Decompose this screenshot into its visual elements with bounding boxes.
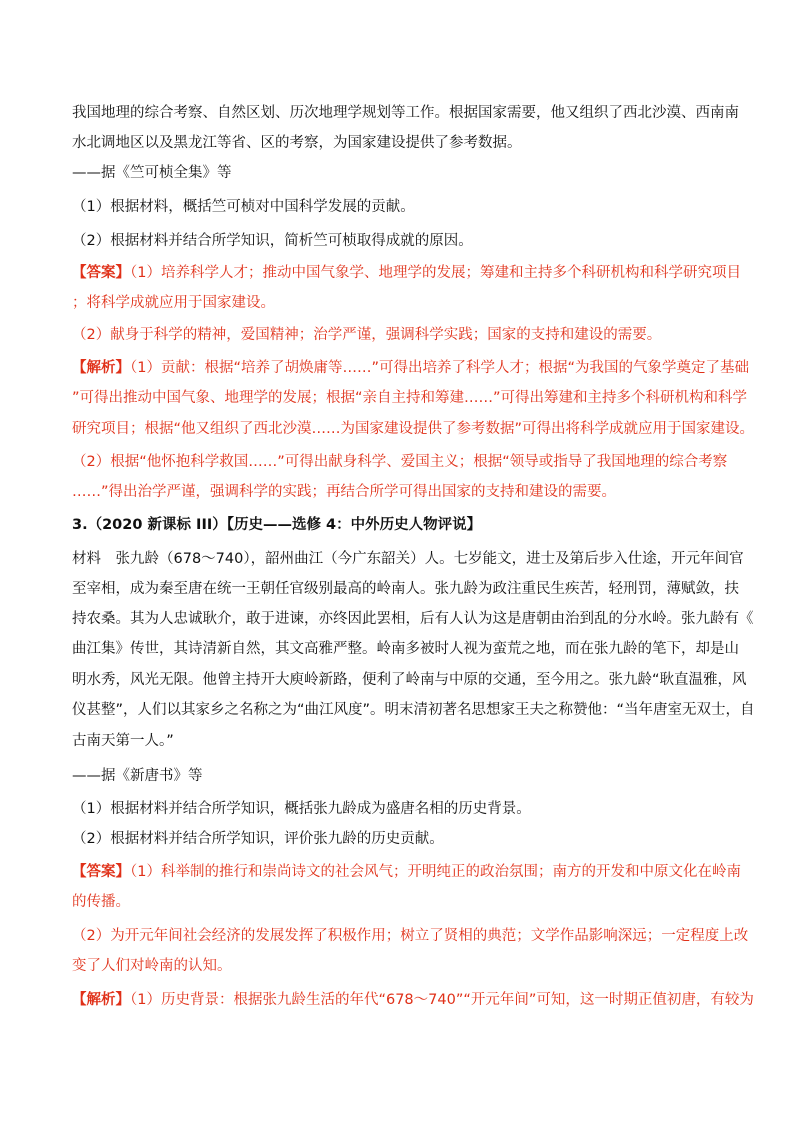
- section-tag: 【答案】: [72, 265, 130, 281]
- line-text: 持农桑。其为人忠诚耿介，敢于进谏，亦终因此罢相，后有人认为这是唐朝由治到乱的分水岭。张九龄有《: [72, 611, 754, 627]
- line-text: ；将科学成就应用于国家建设。: [72, 295, 275, 311]
- text-line: [72, 451, 727, 473]
- text-line: [72, 548, 744, 570]
- text-line: [72, 955, 232, 977]
- line-text: 至宰相，成为秦至唐在统一王朝任官级别最高的岭南人。张九龄为政注重民生疾苦，轻刑罚，薄赋敛，扶: [72, 581, 739, 597]
- text-line: [72, 418, 754, 440]
- line-text: （2）根据材料并结合所学知识，评价张九龄的历史贡献。: [72, 831, 444, 847]
- line-text: 变了人们对岭南的认知。: [72, 958, 232, 974]
- section-tag: 【解析】: [72, 992, 130, 1008]
- line-text: 曲江集》传世，其诗清新自然，其文高雅严整。岭南多被时人视为蛮荒之地，而在张九龄的笔下，却是山: [72, 641, 739, 657]
- text-line: [72, 162, 232, 184]
- line-text: （1）根据材料，概括竺可桢对中国科学发展的贡献。: [72, 199, 415, 215]
- text-line: [72, 861, 741, 883]
- line-text: （2）根据“他怀抱科学救国……”可得出献身科学、爱国主义；根据“领导或指导了我国地理的综合考察: [72, 454, 728, 470]
- text-line: [72, 196, 415, 218]
- section-tag: 【答案】: [72, 864, 130, 880]
- line-text: （1）历史背景：根据张九龄生活的年代“678～740”“开元年间”可知，这一时期正值初唐，有较为: [130, 992, 754, 1008]
- line-text: 3.（2020 新课标 III）【历史——选修 4：中外历史人物评说】: [72, 517, 482, 533]
- line-text: （2）为开元年间社会经济的发展发挥了积极作用；树立了贤相的典范；文学作品影响深远；一定程度上改: [72, 928, 749, 944]
- text-line: [72, 891, 130, 913]
- line-text: （2）根据材料并结合所学知识，简析竺可桢取得成就的原因。: [72, 233, 473, 249]
- text-line: [72, 925, 748, 947]
- line-text: ——据《竺可桢全集》等: [72, 165, 232, 181]
- line-text: ”可得出推动中国气象、地理学的发展；根据“亲自主持和筹建……”可得出筹建和主持多个科研机构和科学: [72, 390, 748, 406]
- line-text: 明水秀，风光无限。他曾主持开大庾岭新路，便利了岭南与中原的交通，至今用之。张九龄“耿直温雅，风: [72, 672, 747, 688]
- line-text: （1）培养科学人才；推动中国气象学、地理学的发展；筹建和主持多个科研机构和科学研究项目: [130, 265, 741, 281]
- text-line: [72, 730, 174, 752]
- text-line: [72, 828, 444, 850]
- line-text: （1）贡献：根据“培养了胡焕庸等……”可得出培养了科学人才；根据“为我国的气象学奠定了基础: [130, 360, 750, 376]
- text-line: [72, 989, 754, 1011]
- text-line: [72, 387, 747, 409]
- text-line: [72, 699, 755, 721]
- line-text: ——据《新唐书》等: [72, 768, 203, 784]
- line-text: 的传播。: [72, 894, 130, 910]
- line-text: 材料 张九龄（678～740），韶州曲江（今广东韶关）人。七岁能文，进士及第后步入仕途，开元年间官: [72, 551, 744, 567]
- text-line: [72, 132, 522, 154]
- line-text: 水北调地区以及黑龙江等省、区的考察，为国家建设提供了参考数据。: [72, 135, 522, 151]
- line-text: 我国地理的综合考察、自然区划、历次地理学规划等工作。根据国家需要，他又组织了西北沙漠、西南南: [72, 105, 739, 121]
- text-line: [72, 481, 616, 503]
- line-text: 仪甚整”，人们以其家乡之名称之为“曲江风度”。明末清初著名思想家王夫之称赞他：“当年唐室无双士，自: [72, 702, 755, 718]
- line-text: ……”得出治学严谨，强调科学的实践；再结合所学可得出国家的支持和建设的需要。: [72, 484, 617, 500]
- line-text: （1）根据材料并结合所学知识，概括张九龄成为盛唐名相的历史背景。: [72, 801, 531, 817]
- line-text: 古南天第一人。”: [72, 733, 174, 749]
- line-text: （2）献身于科学的精神，爱国精神；治学严谨，强调科学实践；国家的支持和建设的需要。: [72, 327, 662, 343]
- text-line: [72, 514, 481, 536]
- text-line: [72, 669, 747, 691]
- text-line: [72, 262, 741, 284]
- section-tag: 【解析】: [72, 360, 130, 376]
- text-line: [72, 798, 531, 820]
- text-line: [72, 102, 739, 124]
- text-line: [72, 608, 754, 630]
- text-line: [72, 324, 661, 346]
- text-line: [72, 638, 739, 660]
- text-line: [72, 230, 473, 252]
- text-line: [72, 292, 275, 314]
- text-line: [72, 357, 749, 379]
- line-text: （1）科举制的推行和崇尚诗文的社会风气；开明纯正的政治氛围；南方的开发和中原文化在岭南: [130, 864, 741, 880]
- text-line: [72, 765, 203, 787]
- line-text: 研究项目；根据“他又组织了西北沙漠……为国家建设提供了参考数据”可得出将科学成就应用于国家建设。: [72, 421, 755, 437]
- text-line: [72, 578, 739, 600]
